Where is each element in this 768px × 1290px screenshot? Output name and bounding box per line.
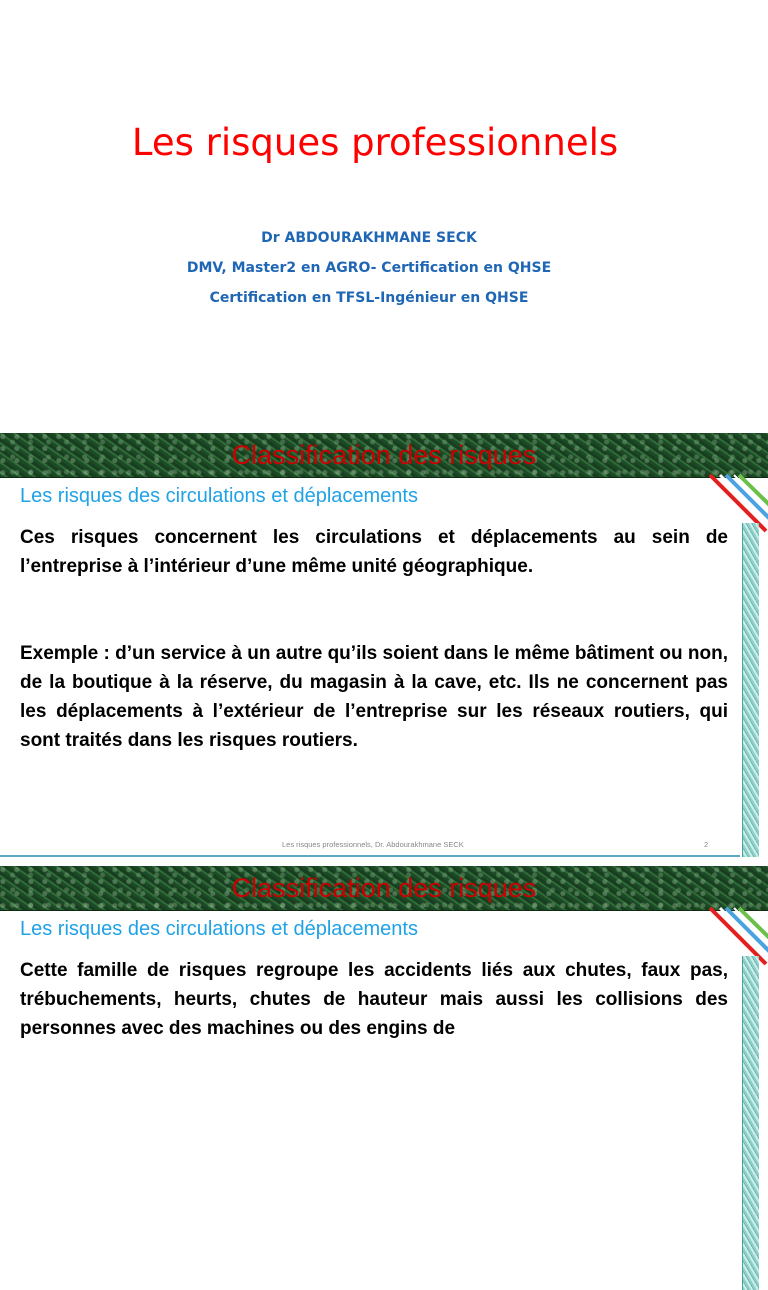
- slide-paragraph-1: Ces risques concernent les circulations et déplacements au sein de l’entreprise à l’intérieur d’une même unité géographique.: [20, 527, 728, 577]
- slide-subtitle: Les risques des circulations et déplacements: [20, 485, 418, 507]
- decorative-side-bar: [742, 523, 759, 857]
- title-slide: [0, 0, 768, 432]
- slide-paragraph-2: Exemple : d’un service à un autre qu’ils soient dans le même bâtiment ou non, de la boutique à la réserve, du magasin à la cave, etc. Ils ne concernent pas les déplacements à l’extérieur de l’entreprise sur les réseaux routiers, qui sont traités dans les risques routiers.: [20, 643, 728, 751]
- slide-bottom-line: [0, 855, 740, 857]
- slide-subtitle: Les risques des circulations et déplacements: [20, 918, 418, 940]
- presentation-title: Les risques professionnels: [131, 121, 619, 164]
- slide-banner-title: Classification des risques: [231, 440, 537, 470]
- slide-banner-title: Classification des risques: [231, 873, 537, 903]
- page-number: 2: [704, 840, 709, 849]
- slide-2: [0, 433, 768, 857]
- decorative-stripes-icon: [708, 904, 768, 964]
- slide-footer: Les risques professionnels, Dr. Abdourakhmane SECK: [282, 840, 464, 849]
- author-name: Dr ABDOURAKHMANE SECK: [261, 230, 477, 246]
- author-credential-1: DMV, Master2 en AGRO- Certification en QHSE: [186, 260, 552, 276]
- decorative-side-bar: [742, 956, 759, 1290]
- author-credential-2: Certification en TFSL-Ingénieur en QHSE: [209, 290, 529, 306]
- decorative-stripes-icon: [708, 471, 768, 531]
- slide-3: [0, 866, 768, 1039]
- slide-paragraph-1: Cette famille de risques regroupe les accidents liés aux chutes, faux pas, trébuchements, heurts, chutes de hauteur mais aussi les collisions des personnes avec des machines ou des engins de: [20, 960, 728, 1039]
